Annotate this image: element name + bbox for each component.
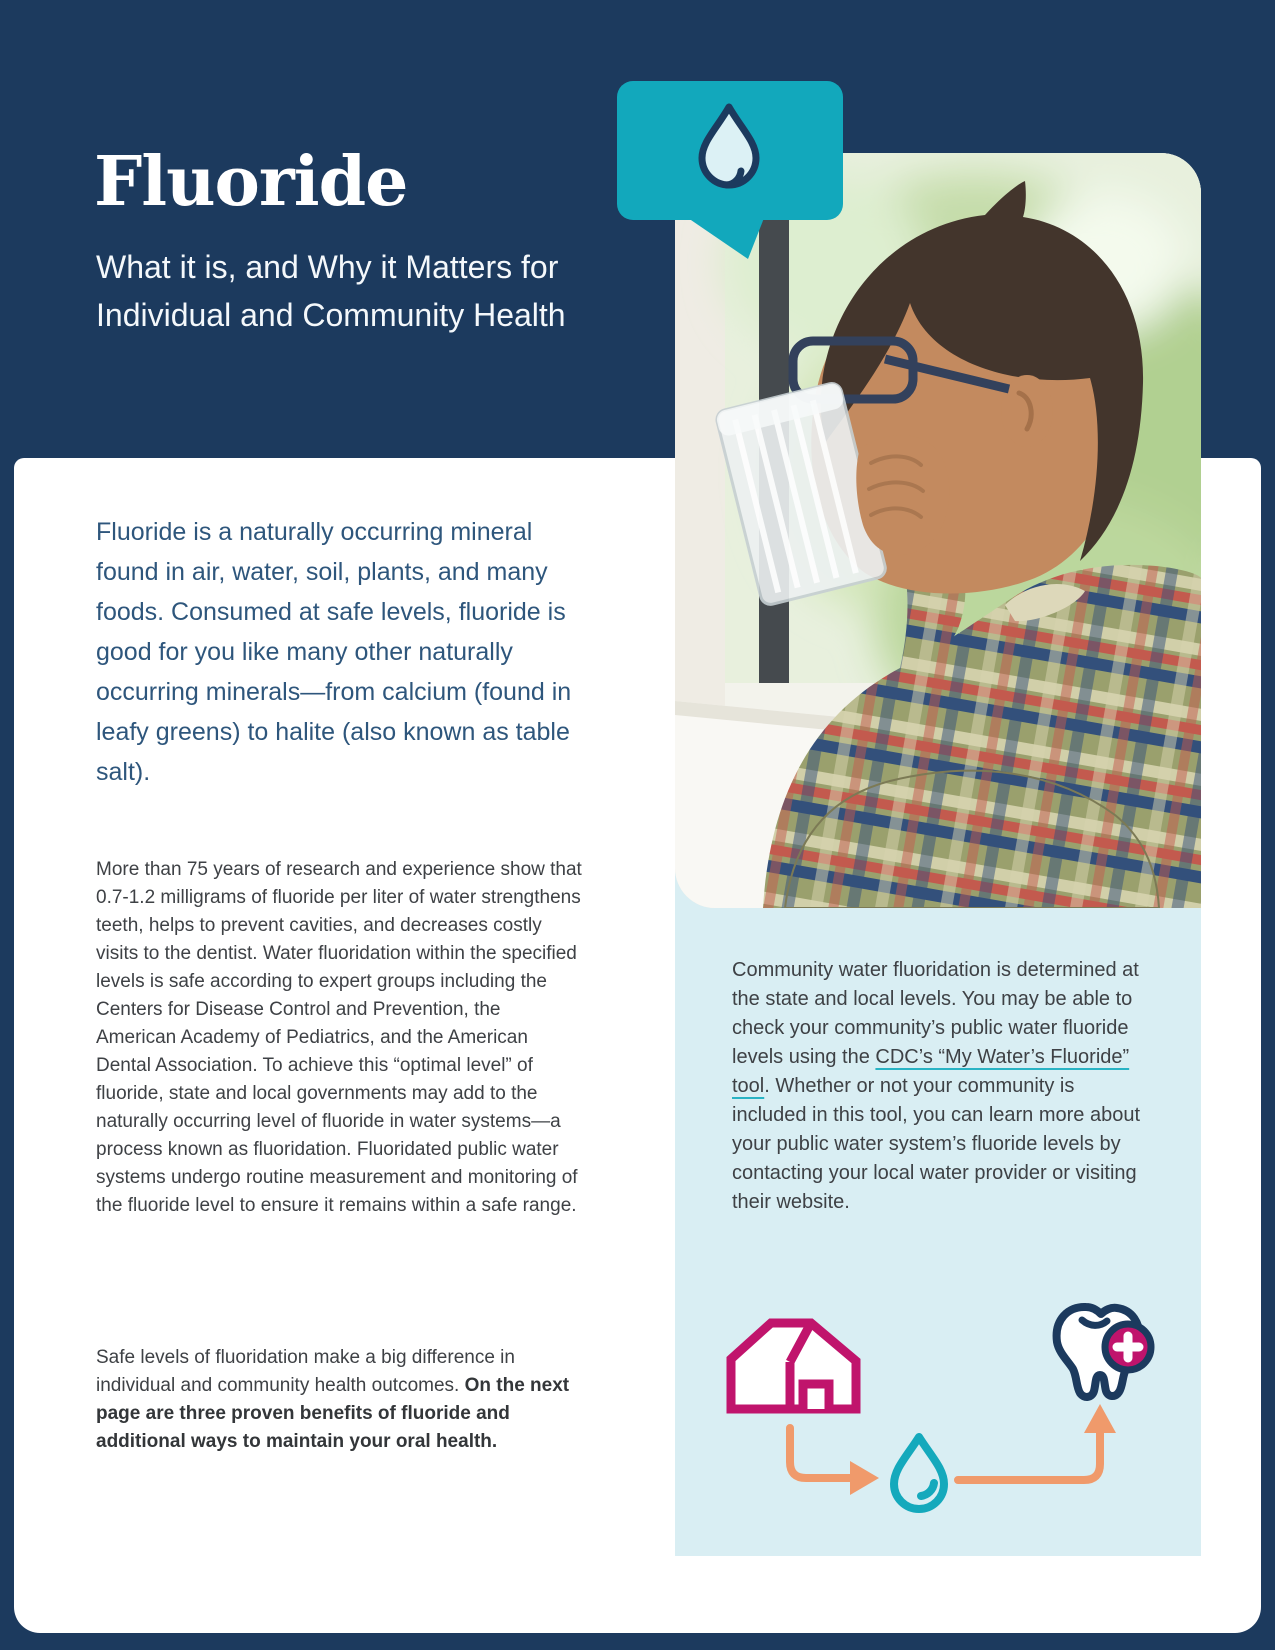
arrow-up-icon (958, 1404, 1116, 1480)
arrow-right-icon (790, 1428, 879, 1495)
speech-bubble (617, 81, 843, 261)
info-panel-text (732, 956, 1152, 1217)
info-panel (675, 868, 1201, 1556)
info-text-before-link: Community water fluoridation is determined at the state and local levels. You may be able to check your community’s public water fluoride levels using the (732, 959, 1139, 1068)
fluoridation-flow-illustration (675, 1290, 1201, 1556)
footer-band (0, 1633, 1275, 1650)
photo-illustration (675, 153, 1201, 908)
my-waters-fluoride-link[interactable]: CDC’s “My Water’s Fluoride” tool (732, 1046, 1130, 1097)
intro-paragraph: Fluoride is a naturally occurring mineral found in air, water, soil, plants, and many foods. Consumed at safe levels, fluoride is good for you like many other naturally occurring minerals—from calcium (found in leafy greens) to halite (also known as table salt). (96, 518, 572, 786)
house-icon (731, 1323, 856, 1409)
body-paragraph-benefits (96, 1344, 584, 1456)
photo-boy-drinking-water (675, 153, 1201, 908)
page-subtitle: What it is, and Why it Matters for Individual and Community Health (96, 249, 566, 333)
tooth-plus-icon (1057, 1307, 1151, 1397)
info-text-after-link: . Whether or not your community is included in this tool, you can learn more about your public water system’s fluoride levels by contacting your local water provider or visiting their website. (732, 1075, 1141, 1213)
water-drop-icon (894, 1437, 944, 1509)
body-paragraph-research: More than 75 years of research and experience show that 0.7-1.2 milligrams of fluoride per liter of water strengthens teeth, helps to prevent cavities, and decreases costly visits to the dentist. Water fluoridation within the specified levels is safe according to expert groups including the Centers for Disease Control and Prevention, the American Academy of Pediatrics, and the American Dental Association. To achieve this “optimal level” of fluoride, state and local governments may add to the naturally occurring level of fluoride in water systems—a process known as fluoridation. Fluoridated public water systems undergo routine measurement and monitoring of the fluoride level to ensure it remains within a safe range. (96, 859, 582, 1216)
benefits-normal-text: Safe levels of fluoridation make a big difference in individual and community health outcomes. (96, 1347, 515, 1396)
benefits-bold-text: On the next page are three proven benefits of fluoride and additional ways to maintain your oral health. (96, 1375, 570, 1452)
page-title: Fluoride (94, 142, 408, 222)
